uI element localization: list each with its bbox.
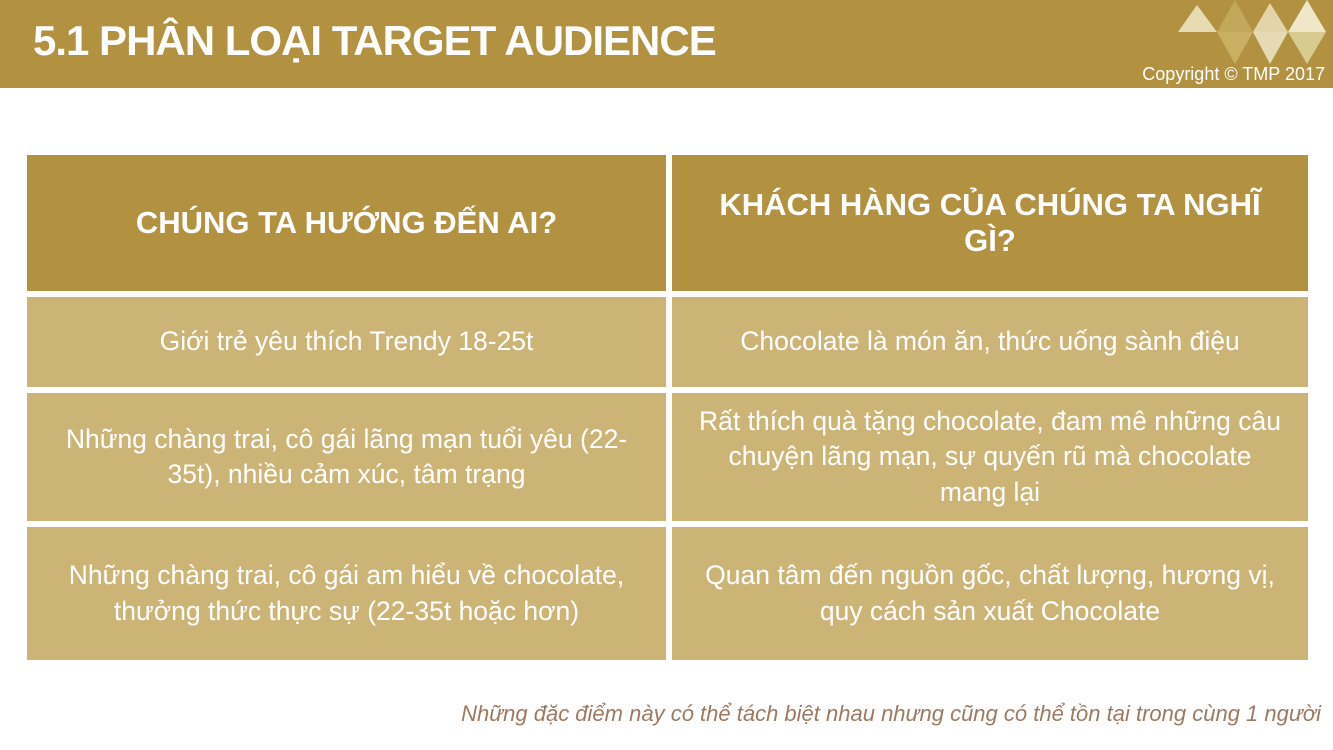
footer-note: Những đặc điểm này có thể tách biệt nhau nhưng cũng có thể tồn tại trong cùng 1 người <box>461 701 1321 726</box>
triangle-icon <box>1217 0 1253 32</box>
table-cell-row3-who: Những chàng trai, cô gái am hiểu về chocolate, thưởng thức thực sự (22-35t hoặc hơn) <box>27 527 666 660</box>
title-bar <box>0 0 1333 88</box>
triangle-icon <box>1288 32 1326 64</box>
copyright-text: Copyright © TMP 2017 <box>1142 64 1325 84</box>
table-cell-row1-who: Giới trẻ yêu thích Trendy 18-25t <box>27 297 666 387</box>
triangle-icon <box>1178 5 1217 32</box>
table-cell-row1-think: Chocolate là món ăn, thức uống sành điệu <box>672 297 1308 387</box>
table-header-think: KHÁCH HÀNG CỦA CHÚNG TA NGHĨ GÌ? <box>672 155 1308 291</box>
table-cell-row2-who: Những chàng trai, cô gái lãng mạn tuổi yêu (22-35t), nhiều cảm xúc, tâm trạng <box>27 393 666 521</box>
page-title: 5.1 PHÂN LOẠI TARGET AUDIENCE <box>33 17 716 64</box>
triangle-icon <box>1217 32 1253 64</box>
triangle-mosaic-decoration <box>1173 0 1333 64</box>
target-audience-table <box>27 155 1308 660</box>
table-cell-row2-think: Rất thích quà tặng chocolate, đam mê những câu chuyện lãng mạn, sự quyến rũ mà chocolate mang lại <box>672 393 1308 521</box>
triangle-icon <box>1288 0 1326 32</box>
table-header-who: CHÚNG TA HƯỚNG ĐẾN AI? <box>27 155 666 291</box>
table-cell-row3-think: Quan tâm đến nguồn gốc, chất lượng, hương vị, quy cách sản xuất Chocolate <box>672 527 1308 660</box>
triangle-icon <box>1253 3 1288 32</box>
triangle-icon <box>1253 32 1288 64</box>
